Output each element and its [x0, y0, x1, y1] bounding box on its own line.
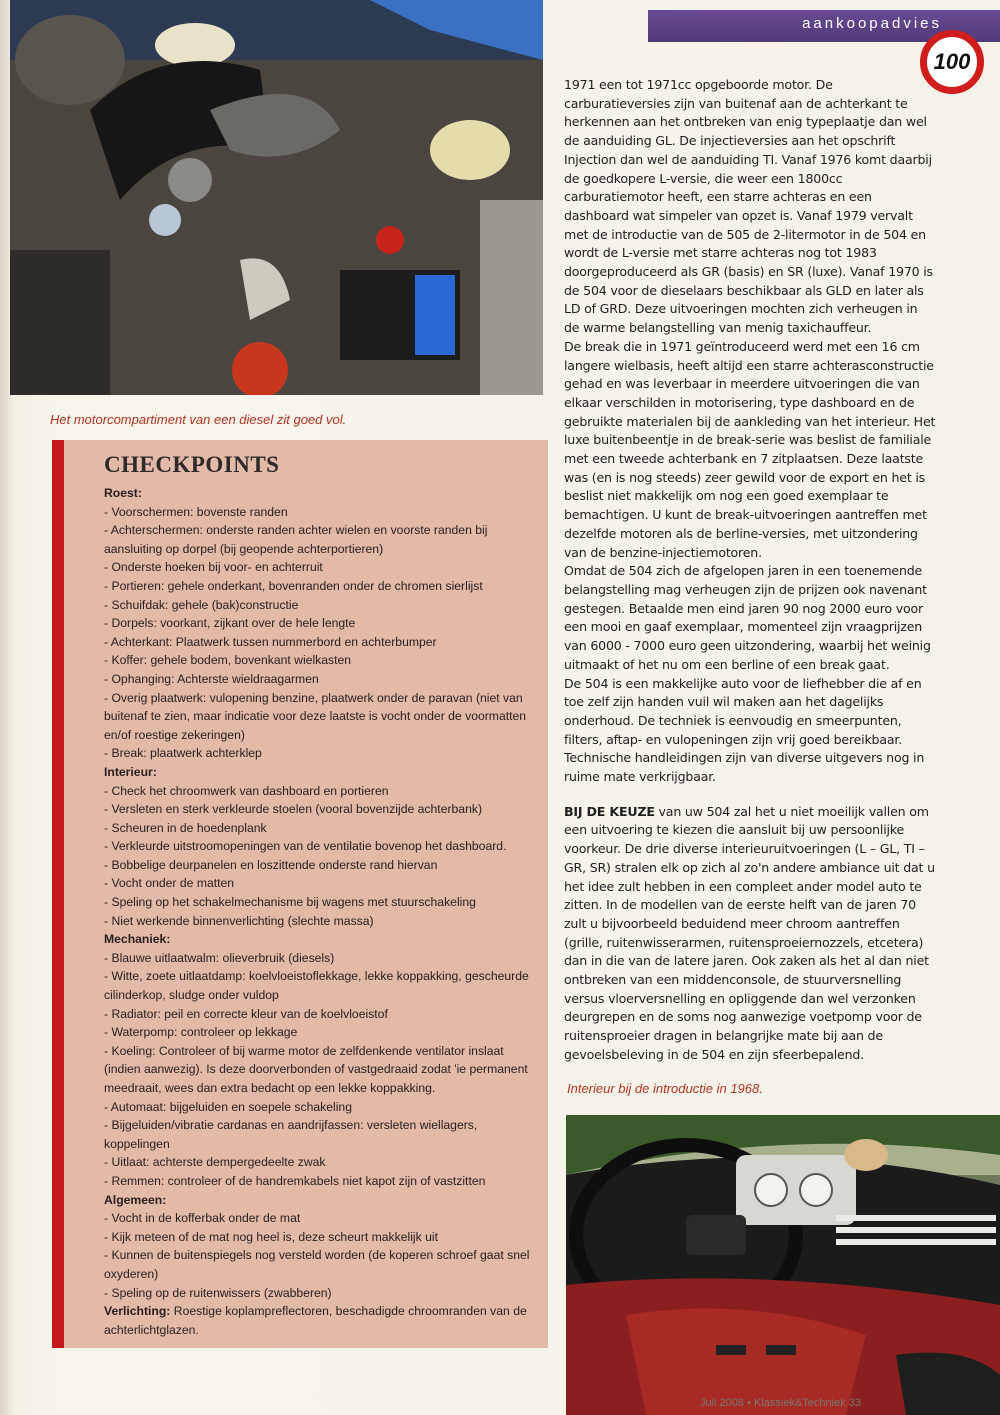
- checkpoint-section-heading: Algemeen:: [104, 1192, 167, 1207]
- checkpoints-title: CHECKPOINTS: [104, 452, 280, 477]
- article-paragraph-2: De break die in 1971 geïntroduceerd werd met een 16 cm langere wielbasis, heeft altijd een starre achterasconstructie gehad en was leverbaar in meerdere uitvoeringen die van elkaar verschilden in motorisering, type dashboard en de gebruikte materialen bij de aankleding van het interieur. Het luxe buitenbeentje in de break-serie was beslist de familiale met een tweede achterbank en 7 zitplaatsen. Deze laatste was (en is nog steeds) zeer gewild voor de export en het is beslist niet makkelijk om nog een goed exemplaar te bemachtigen. U kunt de break-uitvoeringen aantreffen met dezelfde motoren als de berline-versies, met uitzondering van de benzine-injectiemotoren.: [564, 338, 936, 560]
- checkpoint-section: [104, 1191, 534, 1303]
- page-footer: Juli 2008 • Klassiek&Techniek 33: [700, 1397, 861, 1409]
- checkpoint-item: - Koeling: Controleer of bij warme motor de zelfdenkende ventilator inslaat (indien aanwezig). Is deze doorverbonden of vastgedraaid zodat 'ie permanent meedraait, wees dan extra bedacht op een lekke koppakking.: [104, 1043, 528, 1095]
- checkpoint-section-heading: Roest:: [104, 486, 142, 500]
- checkpoint-section-heading: Mechaniek:: [104, 932, 171, 947]
- checkpoint-section: [104, 930, 534, 1190]
- article-text: [564, 76, 936, 1065]
- checkpoint-item: - Vocht in de kofferbak onder de mat: [104, 1211, 301, 1226]
- checkpoint-item: - Scheuren in de hoedenplank: [104, 820, 267, 835]
- checkpoint-item: - Overig plaatwerk: vulopening benzine, plaatwerk onder de paravan (niet van buitenaf te zien, maar indicatie voor deze laatste is vocht onder de voormatten en/of roestige zekeringen): [104, 690, 527, 742]
- checkpoint-item: - Ophanging: Achterste wieldraagarmen: [104, 671, 319, 686]
- checkpoint-section: [104, 763, 534, 930]
- checkpoint-item: - Automaat: bijgeluiden en soepele schakeling: [104, 1099, 352, 1114]
- checkpoint-item: - Achterschermen: onderste randen achter wielen en voorste randen bij aansluiting op dorpel (bij geopende achterportieren): [104, 523, 488, 556]
- paragraph-body: van uw 504 zal het u niet moeilijk vallen om een uitvoering te kiezen die aansluit bij uw persoonlijke voorkeur. De drie diverse interieuruitvoeringen (L – GL, TI – GR, SR) stralen elk op zich al zo'n andere ambiance uit dat u het idee zult hebben in een compleet ander model auto te zitten. In de modellen van de eerste helft van de jaren 70 zult u bijvoorbeeld beduidend meer chroom aantreffen (grille, ruitenwisserarmen, ruitensproeiernozzels, etcetera) dan in die van de latere jaren. Ook zaken als het al dan niet ontbreken van een middenconsole, de stuurversnelling versus vloerversnelling en opliggende dan wel verzonken deurgrepen en de soms nog aanwezige voetpomp voor de ruitensproeier dragen in belangrijke mate bij aan de gevoelsbeleving in de 504 en zijn sfeerbepalend.: [564, 803, 935, 1062]
- badge-number: 100: [933, 49, 971, 74]
- checkpoint-item: - Koffer: gehele bodem, bovenkant wielkasten: [104, 653, 352, 668]
- interior-photo: [566, 1115, 1000, 1415]
- checkpoint-item: - Schuifdak: gehele (bak)constructie: [104, 597, 299, 612]
- checkpoint-item: - Witte, zoete uitlaatdamp: koelvloeistoflekkage, lekke koppakking, gescheurde cilinderkop, sludge onder vuldop: [104, 969, 529, 1003]
- interior-photo-caption: Interieur bij de introductie in 1968.: [567, 1081, 763, 1096]
- checkpoint-section: [104, 484, 534, 763]
- checkpoint-section: [104, 1302, 534, 1339]
- checkpoint-item: - Bijgeluiden/vibratie cardanas en aandrijfassen: versleten wiellagers, koppelingen: [104, 1118, 478, 1151]
- section-label: aankoopadvies: [802, 15, 942, 32]
- checkpoint-inline-text: Roestige koplampreflectoren, beschadigde chroomranden van de achterlichtglazen.: [104, 1304, 527, 1337]
- checkpoint-item: - Remmen: controleer of de handremkabels niet kapot zijn of vastzitten: [104, 1173, 486, 1188]
- checkpoint-item: - Kijk meteen of de mat nog heel is, deze scheurt makkelijk uit: [104, 1229, 438, 1244]
- checkpoint-item: - Blauwe uitlaatwalm: olieverbruik (diesels): [104, 950, 335, 965]
- checkpoint-item: - Radiator: peil en correcte kleur van de koelvloeistof: [104, 1006, 388, 1021]
- checkpoint-item: - Onderste hoeken bij voor- en achterruit: [104, 560, 323, 575]
- checkpoint-item: - Niet werkende binnenverlichting (slechte massa): [104, 913, 374, 928]
- paragraph-lead: BIJ DE KEUZE: [564, 803, 655, 819]
- checkpoint-item: - Vocht onder de matten: [104, 876, 235, 891]
- checkpoint-item: - Versleten en sterk verkleurde stoelen (vooral bovenzijde achterbank): [104, 802, 483, 817]
- checkpoint-item: - Speling op het schakelmechanisme bij wagens met stuurschakeling: [104, 895, 476, 910]
- checkpoint-item: - Break: plaatwerk achterklep: [104, 746, 262, 761]
- checkpoint-item: - Dorpels: voorkant, zijkant over de hele lengte: [104, 616, 356, 631]
- article-paragraph-3: Omdat de 504 zich de afgelopen jaren in een toenemende belangstelling mag verheugen zijn de prijzen ook navenant gestegen. Betaalde men eind jaren 90 nog 2000 euro voor een mooi en gaaf exemplaar, momenteel zijn vraagprijzen van 6000 - 7000 euro geen uitzondering, waarbij het weinig uitmaakt of het nu om een berline of een break gaat.: [564, 563, 931, 672]
- checkpoints-list: [104, 452, 534, 1339]
- article-paragraph-5: [564, 803, 936, 1065]
- engine-photo-caption: Het motorcompartiment van een diesel zit goed vol.: [50, 412, 347, 427]
- checkpoint-item: - Kunnen de buitenspiegels nog versteld worden (de koperen schroef gaat snel oxyderen): [104, 1248, 530, 1281]
- checkpoint-item: - Portieren: gehele onderkant, bovenranden onder de chromen sierlijst: [104, 578, 483, 593]
- checkpoint-item: - Check het chroomwerk van dashboard en portieren: [104, 783, 389, 798]
- checkpoint-section-heading: Verlichting:: [104, 1304, 171, 1319]
- article-paragraph-1: 1971 een tot 1971cc opgeboorde motor. De carburatieversies zijn van buitenaf aan de achterkant te herkennen aan het ontbreken van enig typeplaatje dan wel de aanduiding GL. De injectieversies aan het opschrift Injection dan wel de aanduiding TI. Vanaf 1976 komt daarbij de goedkopere L-versie, die weer een 1800cc carburatiemotor heeft, een starre achteras en een dashboard wat simpeler van opzet is. Vanaf 1979 vervalt met de introductie van de 505 de 2-litermotor in de 504 en wordt de L-versie met starre achteras nog tot 1983 doorgeproduceerd als GR (basis) en SR (luxe). Vanaf 1970 is de 504 voor de dieselaars beschikbaar als GLD en later als LD of GRD. Deze uitvoeringen mochten zich verheugen in de warme belangstelling van menig taxichauffeur.: [564, 77, 933, 336]
- checkpoint-item: - Speling op de ruitenwissers (zwabberen): [104, 1285, 332, 1300]
- checkpoint-item: - Bobbelige deurpanelen en loszittende onderste rand hiervan: [104, 857, 438, 872]
- engine-compartment-photo: [10, 0, 543, 395]
- checkpoint-item: - Waterpomp: controleer op lekkage: [104, 1025, 298, 1040]
- checkpoint-item: - Voorschermen: bovenste randen: [104, 504, 288, 519]
- article-paragraph-4: De 504 is een makkelijke auto voor de liefhebber die af en toe zelf zijn handen vuil wil maken aan het dagelijks onderhoud. De techniek is eenvoudig en smeerpunten, filters, aftap- en vulopeningen zijn vrij goed bereikbaar. Technische handleidingen zijn van diverse uitgevers nog in ruime mate verkrijgbaar.: [564, 675, 925, 785]
- checkpoint-section-heading: Interieur:: [104, 764, 157, 779]
- checkpoint-item: - Verkleurde uitstroomopeningen van de ventilatie bovenop het dashboard.: [104, 839, 507, 854]
- checkpoints-accent-stripe: [52, 440, 64, 1348]
- checkpoint-item: - Achterkant: Plaatwerk tussen nummerbord en achterbumper: [104, 634, 437, 649]
- checkpoint-item: - Uitlaat: achterste dempergedeelte zwak: [104, 1155, 326, 1170]
